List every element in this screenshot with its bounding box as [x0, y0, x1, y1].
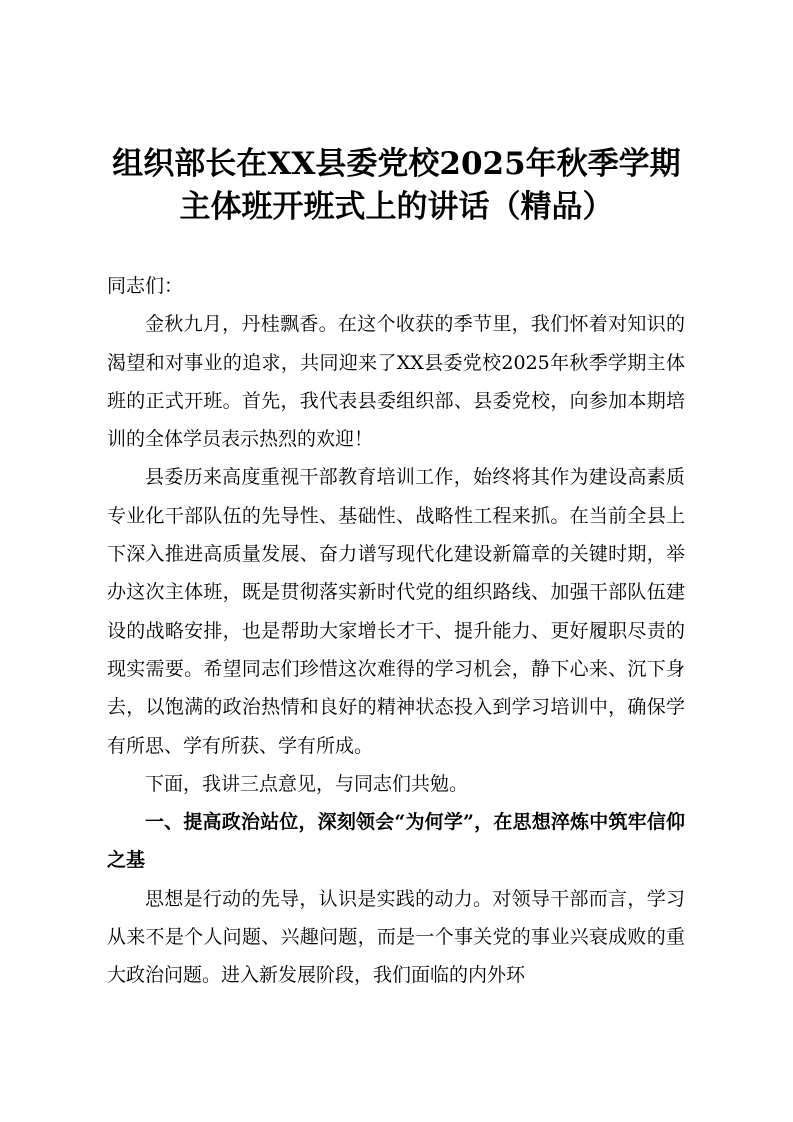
paragraph-importance: 县委历来高度重视干部教育培训工作，始终将其作为建设高素质专业化干部队伍的先导性、基础性、战略性工程来抓。在当前全县上下深入推进高质量发展、奋力谱写现代化建设新篇章的关键时期，举办这次主体班，既是贯彻落实新时代党的组织路线、加强干部队伍建设的战略安排，也是帮助大家增长才干、提升能力、更好履职尽责的现实需要。希望同志们珍惜这次难得的学习机会，静下心来、沉下身去，以饱满的政治热情和良好的精神状态投入到学习培训中，确保学有所思、学有所获、学有所成。 [107, 466, 685, 757]
document-body [107, 267, 685, 995]
document-title [90, 143, 703, 229]
paragraph-three-points: 下面，我讲三点意见，与同志们共勉。 [145, 772, 469, 795]
paragraph-opening: 金秋九月，丹桂飘香。在这个收获的季节里，我们怀着对知识的渴望和对事业的追求，共同迎来了XX县委党校2025年秋季学期主体班的正式开班。首先，我代表县委组织部、县委党校，向参加本期培训的全体学员表示热烈的欢迎！ [107, 313, 685, 451]
section-heading-1: 一、提高政治站位，深刻领会“为何学”，在思想淬炼中筑牢信仰之基 [107, 811, 685, 872]
salutation: 同志们： [107, 275, 184, 297]
title-line-1: 组织部长在XX县委党校2025年秋季学期 [112, 146, 681, 182]
title-line-2: 主体班开班式上的讲话（精品） [179, 189, 614, 225]
paragraph-section-1: 思想是行动的先导，认识是实践的动力。对领导干部而言，学习从来不是个人问题、兴趣问题，而是一个事关党的事业兴衰成败的重大政治问题。进入新发展阶段，我们面临的内外环 [107, 887, 685, 987]
